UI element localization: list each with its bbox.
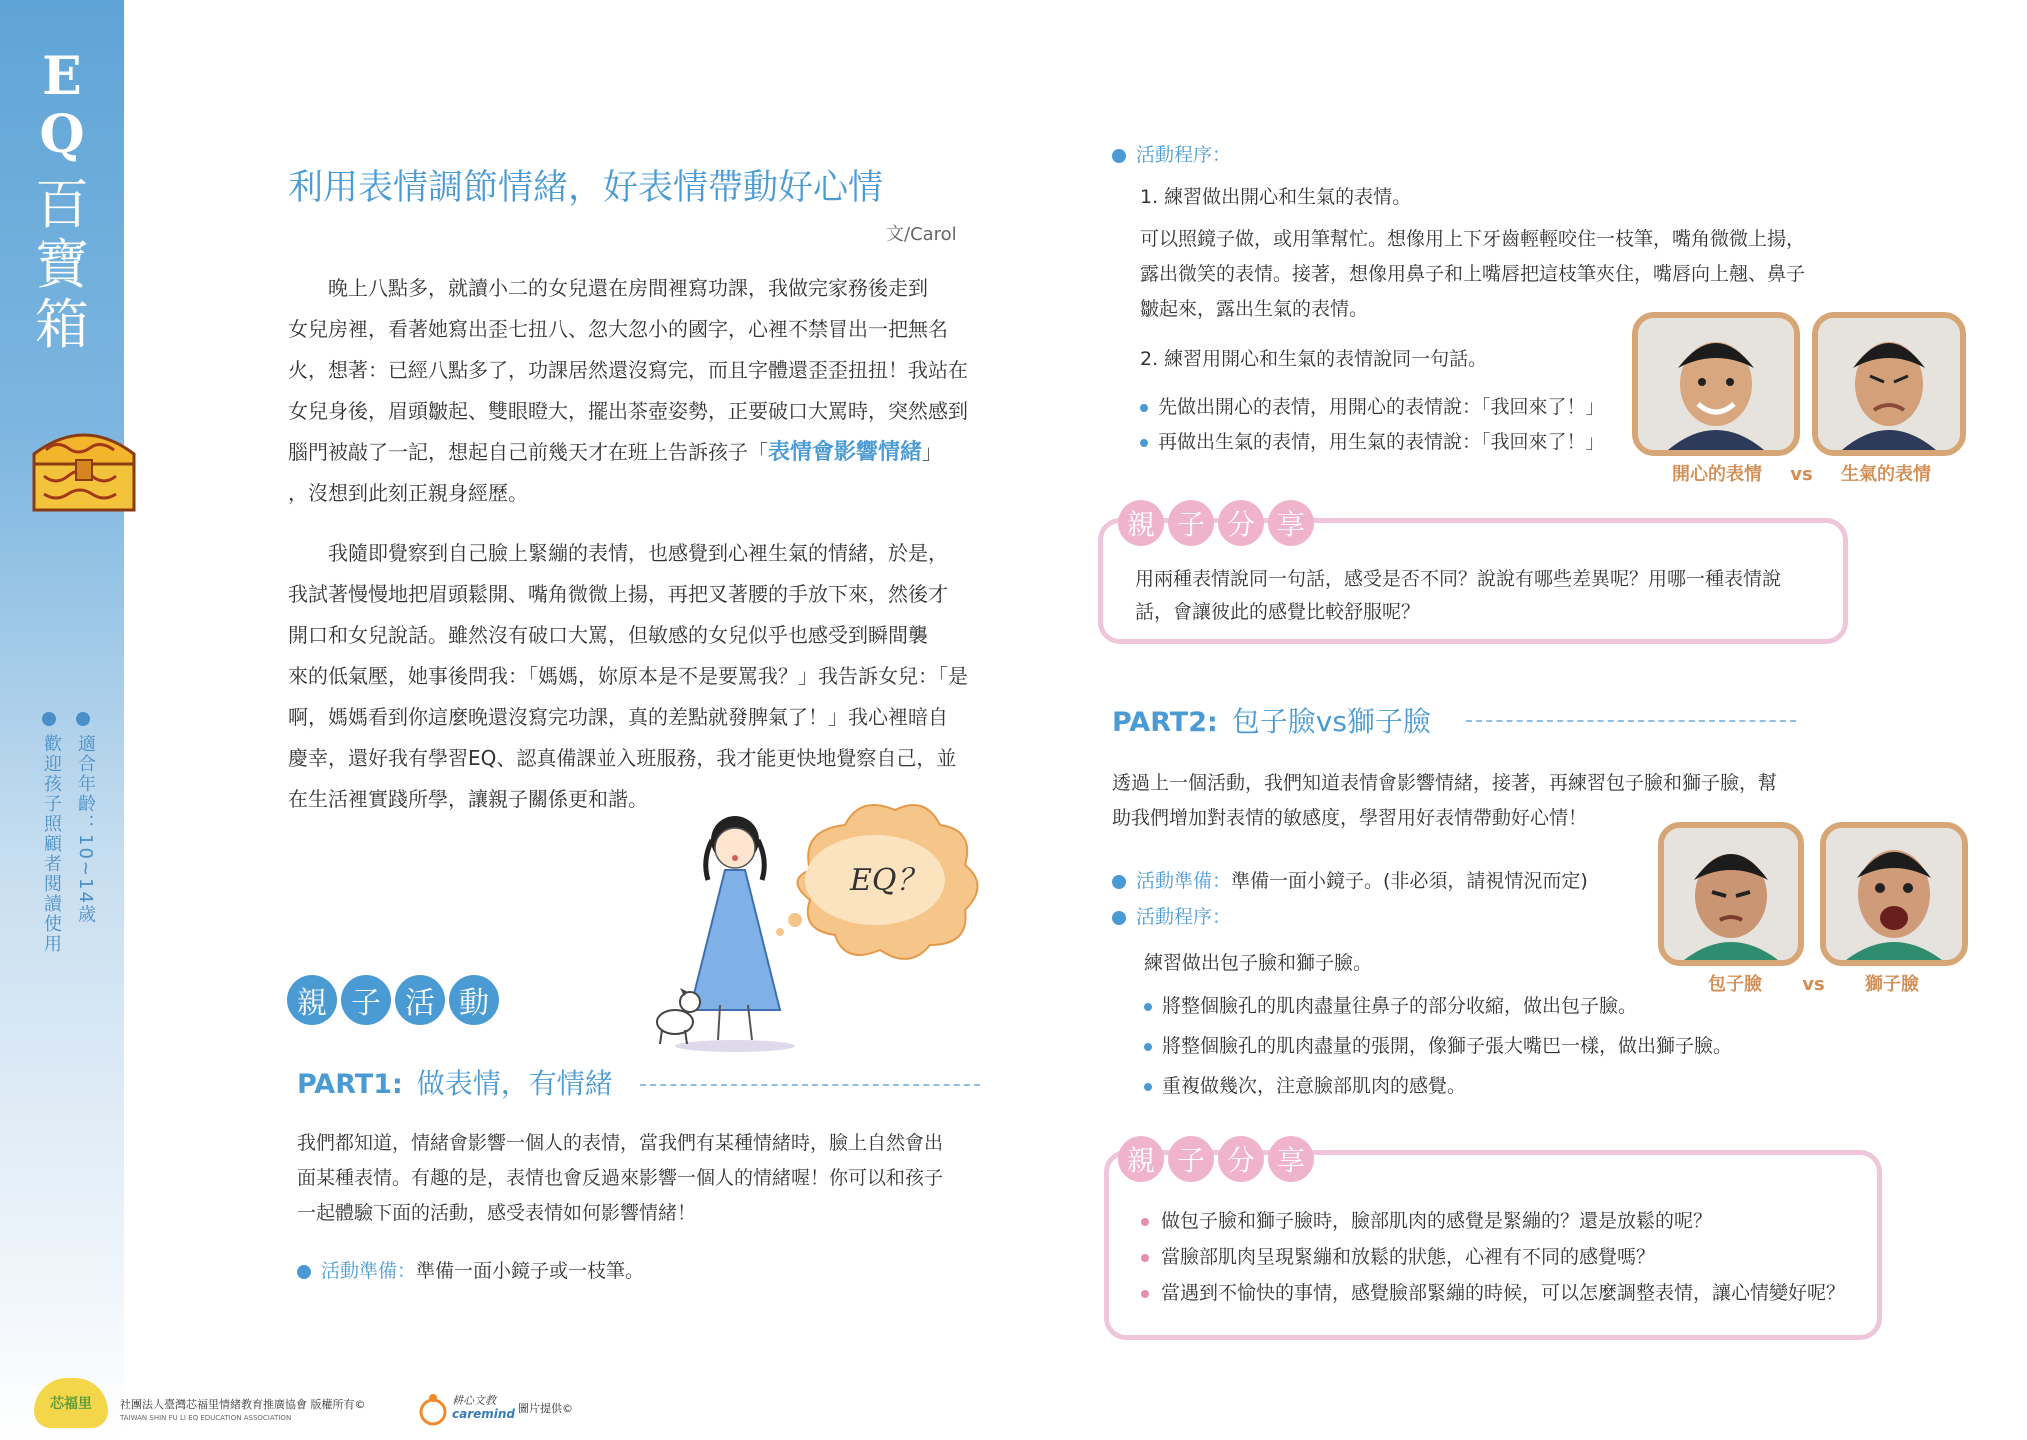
tag-char: 分 [1218, 500, 1264, 546]
list-item-text: 重複做幾次，注意臉部肌肉的感覺。 [1162, 1075, 1467, 1097]
photo-credit: 圖片提供© [518, 1402, 573, 1415]
part1-header [297, 1062, 613, 1102]
part1-label: PART1: [297, 1069, 403, 1100]
bullet-dot-icon [1144, 1003, 1152, 1011]
text-line: 慶幸，還好我有學習EQ、認真備課並入班服務，我才能更快地覺察自己，並 [288, 746, 957, 770]
bullet-dot-icon [1112, 911, 1126, 925]
prep-label: 活動準備： [1136, 870, 1232, 892]
text-line: 話，會讓彼此的感覺比較舒服呢？ [1135, 601, 1421, 623]
list-item [1140, 425, 1605, 460]
bullet-dot-icon [1144, 1083, 1152, 1091]
share-box-2-list [1141, 1203, 1861, 1311]
list-item-text: 當臉部肌肉呈現緊繃和放鬆的狀態，心裡有不同的感覺嗎？ [1161, 1246, 1656, 1268]
text-line: 面某種表情。有趣的是，表情也會反過來影響一個人的情緒喔！你可以和孩子 [297, 1167, 944, 1189]
tag-char: 親 [287, 975, 337, 1025]
use-label: 歡迎孩子照顧者閱讀使用 [41, 734, 62, 954]
step2-bullets [1140, 390, 1605, 460]
part2-bullets [1144, 986, 1732, 1106]
caption-right: 獅子臉 [1865, 974, 1920, 995]
list-item-text: 做包子臉和獅子臉時，臉部肌肉的感覺是緊繃的？還是放鬆的呢？ [1161, 1210, 1713, 1232]
tag-char: 子 [341, 975, 391, 1025]
procedure-label: 活動程序： [1136, 906, 1232, 928]
box-title-char: 百 [35, 173, 89, 236]
text-line: 在生活裡實踐所學，讓親子關係更和諧。 [288, 787, 648, 811]
list-item-text: 先做出開心的表情，用開心的表情說：「我回來了！」 [1158, 396, 1605, 418]
bun-face-boy-photo [1664, 828, 1798, 960]
age-label-column [72, 712, 94, 925]
caption-vs: vs [1802, 974, 1825, 995]
tag-char: 享 [1268, 500, 1314, 546]
happy-boy-photo [1638, 318, 1794, 450]
share-box-1-text [1135, 563, 1825, 629]
text-line: 透過上一個活動，我們知道表情會影響情緒，接著，再練習包子臉和獅子臉，幫 [1112, 772, 1778, 794]
text-line: 女兒身後，眉頭皺起、雙眼瞪大，擺出茶壺姿勢，正要破口大罵時，突然感到 [288, 399, 968, 423]
text-line: 皺起來，露出生氣的表情。 [1140, 298, 1369, 320]
bullet-dot-icon [1140, 439, 1148, 447]
bullet-dot-icon [1141, 1218, 1149, 1226]
highlight-text: 表情會影響情緒 [768, 440, 923, 465]
procedure-label: 活動程序： [1136, 144, 1232, 166]
dashed-divider [640, 1084, 980, 1086]
part2-label: PART2: [1112, 707, 1218, 738]
dashed-divider [1466, 720, 1796, 722]
part1-procedure-label [1112, 138, 1231, 173]
bullet-dot-icon [1144, 1043, 1152, 1051]
tag-char: 活 [395, 975, 445, 1025]
list-item [1140, 390, 1605, 425]
tag-char: 親 [1118, 1136, 1164, 1182]
list-item [1144, 1026, 1732, 1066]
footer-copyright: 社團法人臺灣芯福里情緒教育推廣協會 版權所有© [120, 1398, 366, 1411]
list-item-text: 將整個臉孔的肌肉盡量的張開，像獅子張大嘴巴一樣，做出獅子臉。 [1162, 1035, 1733, 1057]
text-line: 女兒房裡，看著她寫出歪七扭八、忽大忽小的國字，心裡不禁冒出一把無名 [288, 317, 948, 341]
part1-preparation [297, 1254, 644, 1289]
text-line: 我隨即覺察到自己臉上緊繃的表情，也感覺到心裡生氣的情緒，於是， [288, 541, 948, 565]
part2-title: 包子臉vs獅子臉 [1231, 705, 1431, 738]
bullet-dot-icon [1140, 404, 1148, 412]
list-item-text: 再做出生氣的表情，用生氣的表情說：「我回來了！」 [1158, 431, 1605, 453]
tag-char: 子 [1168, 500, 1214, 546]
dot-icon [42, 712, 56, 726]
treasure-chest-icon [28, 420, 142, 516]
text-line: 一起體驗下面的活動，感受表情如何影響情緒！ [297, 1202, 697, 1224]
list-item [1141, 1275, 1861, 1311]
photo-lion-face [1820, 822, 1968, 966]
list-item-text: 將整個臉孔的肌肉盡量往鼻子的部分收縮，做出包子臉。 [1162, 995, 1638, 1017]
use-label-column [38, 712, 60, 954]
bullet-dot-icon [1141, 1290, 1149, 1298]
prep-text: 準備一面小鏡子。(非必須，請視情況而定) [1231, 870, 1588, 892]
angry-boy-photo [1818, 318, 1960, 450]
article-title: 利用表情調節情緒，好表情帶動好心情 [288, 168, 884, 208]
caption-left: 包子臉 [1708, 974, 1762, 995]
article-paragraph-2 [288, 533, 988, 820]
tag-char: 子 [1168, 1136, 1214, 1182]
age-label: 適合年齡：10~14歲 [75, 734, 96, 925]
sidebar-band [0, 0, 124, 1440]
part2-preparation [1112, 864, 1588, 899]
part2-procedure-label [1112, 900, 1231, 935]
part1-title: 做表情，有情緒 [416, 1067, 613, 1100]
text-line: 可以照鏡子做，或用筆幫忙。想像用上下牙齒輕輕咬住一枝筆，嘴角微微上揚， [1140, 228, 1806, 250]
list-item [1141, 1203, 1861, 1239]
prep-label: 活動準備： [321, 1260, 417, 1282]
parent-child-share-tag [1118, 500, 1314, 546]
caremind-en: caremind [452, 1407, 516, 1421]
text-line: 用兩種表情說同一句話，感受是否不同？說說有哪些差異呢？用哪一種表情說 [1135, 568, 1782, 590]
text-line: 來的低氣壓，她事後問我：「媽媽，妳原本是不是要罵我？」我告訴女兒：「是 [288, 664, 968, 688]
photo-bun-face [1658, 822, 1804, 966]
parent-child-share-tag [1118, 1136, 1314, 1182]
list-item-text: 當遇到不愉快的事情，感覺臉部緊繃的時候，可以怎麼調整表情，讓心情變好呢？ [1161, 1282, 1846, 1304]
lion-face-boy-photo [1826, 828, 1962, 960]
association-logo [34, 1378, 108, 1428]
photo-angry-face [1812, 312, 1966, 456]
tag-char: 親 [1118, 500, 1164, 546]
bullet-dot-icon [1112, 149, 1126, 163]
eq-letter-e: E [42, 46, 82, 107]
caremind-logo-icon [418, 1392, 448, 1428]
list-item [1141, 1239, 1861, 1275]
caremind-cn: 耕心文教 [452, 1394, 496, 1407]
article-author: 文/Carol [886, 224, 957, 245]
tag-char: 動 [449, 975, 499, 1025]
step1-title: 1. 練習做出開心和生氣的表情。 [1140, 186, 1412, 208]
text-line: 開口和女兒說話。雖然沒有破口大罵，但敏感的女兒似乎也感受到瞬間襲 [288, 623, 928, 647]
text-line: 助我們增加對表情的敏感度，學習用好表情帶動好心情！ [1112, 807, 1588, 829]
footer-association-en: TAIWAN SHIN FU LI EQ EDUCATION ASSOCIATION [120, 1414, 292, 1422]
text-segment: 」 [922, 440, 943, 464]
caption-left: 開心的表情 [1672, 464, 1762, 485]
box-title-char: 箱 [35, 293, 89, 356]
text-line: 晚上八點多，就讀小二的女兒還在房間裡寫功課，我做完家務後走到 [288, 276, 928, 300]
tag-char: 享 [1268, 1136, 1314, 1182]
caption-right: 生氣的表情 [1841, 464, 1932, 485]
article-paragraph-1 [288, 268, 988, 514]
photo-happy-face [1632, 312, 1800, 456]
box-title-char: 寶 [35, 233, 89, 296]
parent-child-activity-tag [287, 975, 499, 1025]
bullet-dot-icon [297, 1265, 311, 1279]
text-line: 火，想著：已經八點多了，功課居然還沒寫完，而且字體還歪歪扭扭！我站在 [288, 358, 968, 382]
cloud-text: EQ？ [850, 863, 927, 898]
part2-header [1112, 700, 1431, 740]
photo-caption-2 [1708, 970, 1919, 996]
eq-letter-q: Q [39, 104, 85, 165]
photo-caption-1 [1672, 460, 1931, 486]
text-line: 露出微笑的表情。接著，想像用鼻子和上嘴唇把這枝筆夾住，嘴唇向上翹、鼻子 [1140, 263, 1806, 285]
list-item [1144, 1066, 1732, 1106]
dot-icon [76, 712, 90, 726]
prep-text: 準備一面小鏡子或一枝筆。 [416, 1260, 645, 1282]
tag-char: 分 [1218, 1136, 1264, 1182]
caption-vs: vs [1790, 464, 1813, 485]
step2-title: 2. 練習用開心和生氣的表情說同一句話。 [1140, 348, 1488, 370]
text-line: 我試著慢慢地把眉頭鬆開、嘴角微微上揚，再把叉著腰的手放下來，然後才 [288, 582, 948, 606]
bullet-dot-icon [1112, 875, 1126, 889]
text-line: ，沒想到此刻正親身經歷。 [288, 481, 528, 505]
part1-intro [297, 1126, 997, 1231]
logo-text: 芯福里 [50, 1396, 92, 1412]
text-line: 啊，媽媽看到你這麼晚還沒寫完功課，真的差點就發脾氣了！」我心裡暗自 [288, 705, 948, 729]
text-line [288, 432, 988, 473]
bullet-dot-icon [1141, 1254, 1149, 1262]
text-line: 我們都知道，情緒會影響一個人的表情，當我們有某種情緒時，臉上自然會出 [297, 1132, 944, 1154]
list-item [1144, 986, 1732, 1026]
text-segment: 腦門被敲了一記，想起自己前幾天才在班上告訴孩子「 [288, 440, 768, 464]
part2-procedure-intro: 練習做出包子臉和獅子臉。 [1144, 952, 1373, 974]
girl-thinking-illustration [640, 800, 980, 1052]
